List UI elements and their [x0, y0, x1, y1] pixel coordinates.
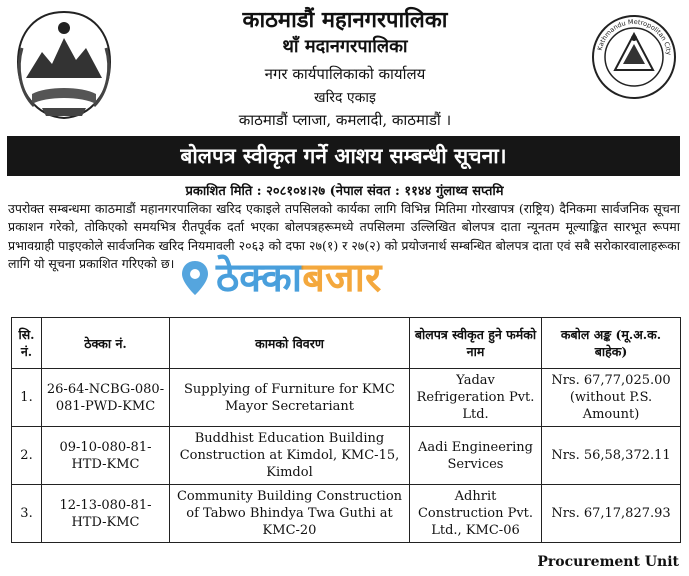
cell-contract: 26-64-NCBG-080-081-PWD-KMC [42, 369, 170, 427]
cell-sn: 2. [12, 427, 42, 485]
letterhead [0, 0, 689, 134]
cell-description: Supplying of Furniture for KMC Mayor Secretariant [170, 369, 410, 427]
table-row [12, 369, 681, 427]
cell-description: Community Building Construction of Tabwo Bhindya Twa Guthi at KMC-20 [170, 485, 410, 543]
kmc-seal-icon [591, 14, 677, 100]
col-header-bidder: बोलपत्र स्वीकृत हुने फर्मको नाम [410, 318, 542, 369]
table-header-row [12, 318, 681, 369]
office-title-newari: थाँ मदानगरपालिका [282, 36, 408, 57]
cell-amount: Nrs. 67,77,025.00 (without P.S. Amount) [542, 369, 681, 427]
procurement-unit-signature: Procurement Unit [537, 554, 679, 570]
table-row [12, 427, 681, 485]
table-row [12, 485, 681, 543]
cell-sn: 1. [12, 369, 42, 427]
cell-contract: 09-10-080-81-HTD-KMC [42, 427, 170, 485]
nepal-emblem-icon [12, 8, 116, 122]
notice-paragraph: उपरोक्त सम्बन्धमा काठमाडौं महानगरपालिका खरिद एकाइले तपसिलको कार्यका लागि विभिन्न मितिमा गोरखापत्र (राष्ट्रिय) दैनिकमा सार्वजनिक सूचना प्रकाशन गरेको, तोकिएको समयभित्र रीतपूर्वक दर्ता भएका बोलपत्रहरूमध्ये तपसिलमा उल्लिखित बोलपत्र दाता न्यूनतम मूल्याङ्कित सारभूत रूपमा प्रभावग्राही पाइएकोले सार्वजनिक खरिद नियमावली २०६३ को दफा २७(१) र २७(२) को प्रयोजनार्थ सम्बन्धित बोलपत्र दाता एवं सबै सरोकारवालाहरूका लागि यो सूचना प्रकाशित गरिएको छ। [8, 201, 680, 271]
published-date: प्रकाशित मिति : २०८१०४।२७ (नेपाल संवत : ११४४ गुंलाथ्व सप्तमि [185, 184, 504, 199]
watermark-text-bazar: बजार [302, 255, 382, 301]
notice-title-banner: बोलपत्र स्वीकृत गर्ने आशय सम्बन्धी सूचना। [7, 136, 680, 176]
office-title: काठमाडौं महानगरपालिका [242, 7, 448, 33]
office-address: काठमाडौं प्लाजा, कमलादी, काठमाडौं । [238, 111, 452, 129]
watermark-text-thekka: ठेक्का [216, 255, 303, 301]
col-header-contract: ठेक्का नं. [42, 318, 170, 369]
cell-contract: 12-13-080-81-HTD-KMC [42, 485, 170, 543]
col-header-sn: सि. नं. [12, 318, 42, 369]
cell-sn: 3. [12, 485, 42, 543]
col-header-description: कामको विवरण [170, 318, 410, 369]
cell-description: Buddhist Education Building Construction at Kimdol, KMC-15, Kimdol [170, 427, 410, 485]
watermark-logo [180, 250, 470, 306]
cell-bidder: Yadav Refrigeration Pvt. Ltd. [410, 369, 542, 427]
tender-table [11, 317, 681, 543]
cell-amount: Nrs. 56,58,372.11 [542, 427, 681, 485]
cell-bidder: Aadi Engineering Services [410, 427, 542, 485]
cell-bidder: Adhrit Construction Pvt. Ltd., KMC-06 [410, 485, 542, 543]
watermark-pin-icon [180, 259, 210, 297]
cell-amount: Nrs. 67,17,827.93 [542, 485, 681, 543]
seal-text: Kathmandu Metropolitan City [595, 17, 673, 56]
office-subtitle: नगर कार्यपालिकाको कार्यालय [264, 65, 426, 83]
office-unit: खरिद एकाइ [314, 90, 376, 106]
col-header-amount: कबोल अङ्क (मू.अ.क. बाहेक) [542, 318, 681, 369]
